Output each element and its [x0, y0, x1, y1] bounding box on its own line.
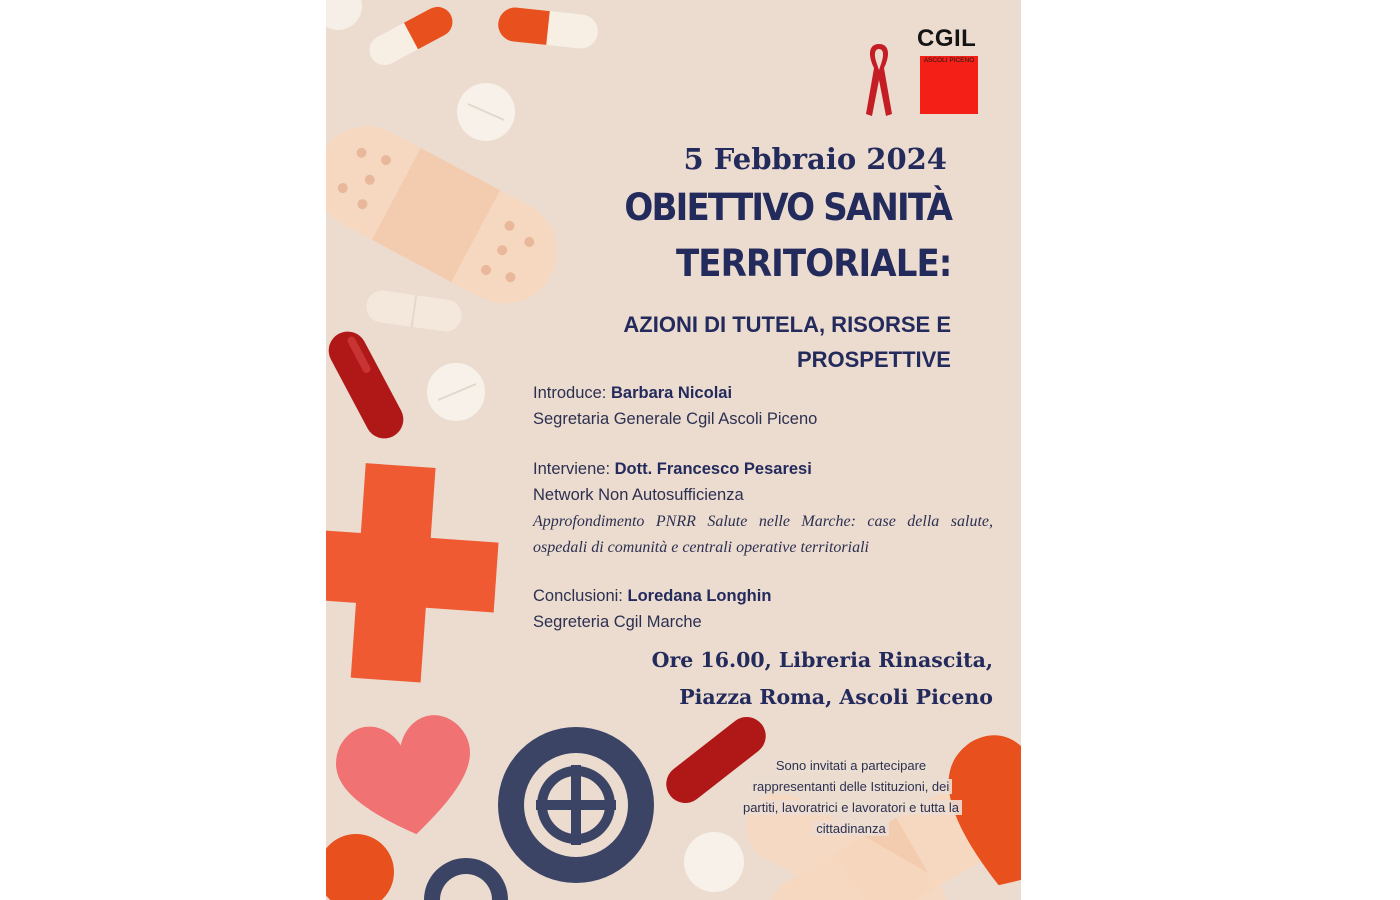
- speaker-name: Barbara Nicolai: [610, 384, 733, 402]
- capsule-icon: [364, 2, 458, 71]
- cgil-logo-subtitle: ASCOLI PICENO: [923, 57, 975, 64]
- event-date: 5 Febbraio 2024: [683, 142, 947, 176]
- subtitle-line-1: AZIONI DI TUTELA, RISORSE E: [623, 312, 951, 337]
- speaker-detail: Network Non Autosufficienza: [533, 486, 744, 504]
- title-line-2: TERRITORIALE:: [675, 242, 951, 285]
- speaker-detail: Segreteria Cgil Marche: [533, 613, 702, 631]
- tablet-icon: [684, 832, 744, 892]
- talk-topic: Approfondimento PNRR Salute nelle Marche: case della salute, ospedali di comunità e centrali operative territoriali: [533, 513, 993, 556]
- heart-icon: [330, 710, 483, 846]
- invite-line: Sono invitati a partecipare: [773, 758, 929, 773]
- bandage-icon: [326, 108, 575, 322]
- awareness-ribbon-icon: [864, 40, 894, 118]
- subtitle: [571, 307, 951, 377]
- invitation-note: [731, 755, 971, 839]
- speaker-name: Loredana Longhin: [627, 587, 772, 605]
- subtitle-line-2: PROSPETTIVE: [796, 347, 951, 372]
- speaker-role: Interviene:: [533, 460, 611, 478]
- speaker-talk: [533, 460, 812, 479]
- title-line-1: OBIETTIVO SANITÀ: [624, 186, 951, 229]
- capsule-icon: [364, 288, 464, 333]
- speaker-name: Dott. Francesco Pesaresi: [614, 460, 812, 478]
- cgil-logo: [920, 56, 978, 114]
- event-poster: [326, 0, 1021, 900]
- tablet-icon: [427, 363, 485, 421]
- invite-line: rappresentanti delle Istituzioni, dei: [750, 779, 953, 794]
- venue-line-1: Ore 16.00, Libreria Rinascita,: [651, 648, 993, 672]
- gear-icon: [498, 727, 654, 883]
- speaker-conclusions: [533, 587, 771, 606]
- venue-line-2: Piazza Roma, Ascoli Piceno: [679, 685, 993, 709]
- speaker-role: Conclusioni:: [533, 587, 623, 605]
- red-cross-icon: [326, 458, 503, 687]
- invite-line: partiti, lavoratrici e lavoratori e tutta la: [740, 800, 962, 815]
- speaker-role: Introduce:: [533, 384, 607, 402]
- capsule-icon: [326, 325, 410, 445]
- capsule-icon: [496, 6, 599, 50]
- invite-line: cittadinanza: [813, 821, 888, 836]
- cgil-logo-text: CGIL: [917, 25, 977, 52]
- speaker-detail: Segretaria Generale Cgil Ascoli Piceno: [533, 410, 818, 428]
- gear-icon: [424, 858, 508, 900]
- speaker-intro: [533, 384, 732, 403]
